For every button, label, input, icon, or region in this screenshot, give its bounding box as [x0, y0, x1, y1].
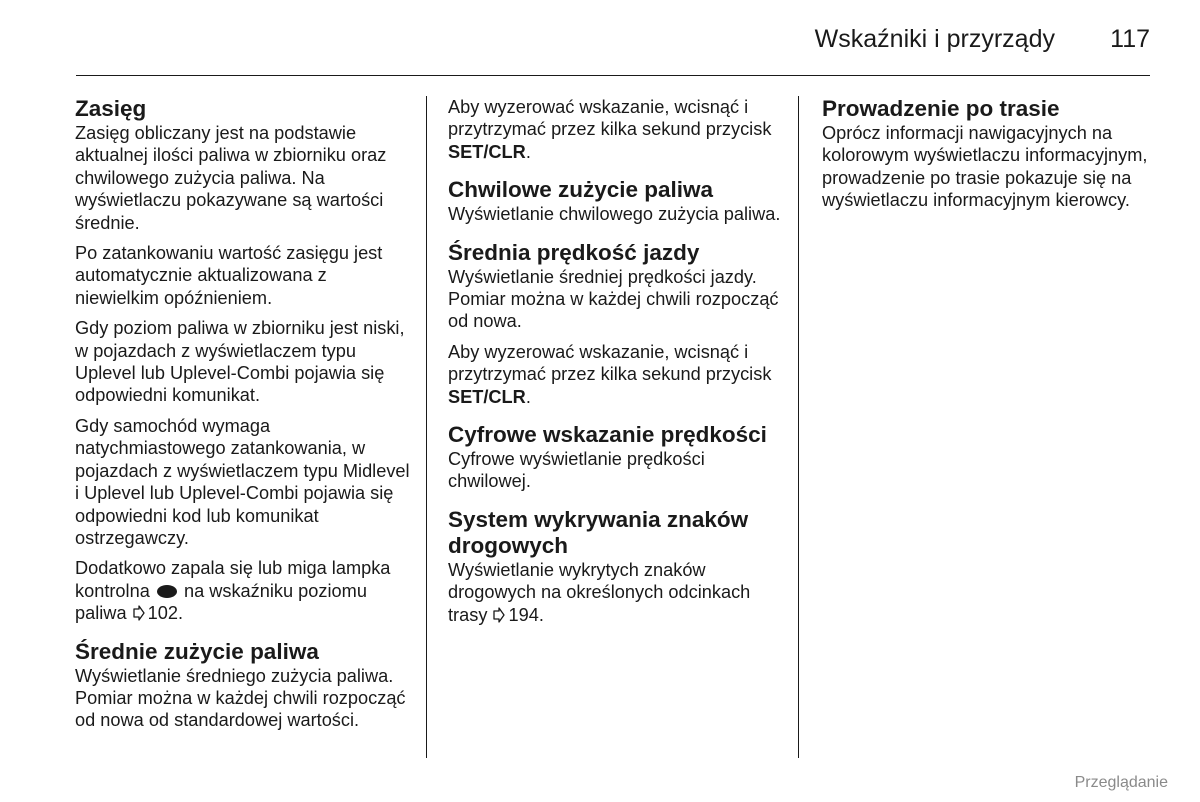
button-name: SET/CLR	[448, 141, 526, 162]
column-middle	[448, 96, 788, 634]
page-reference-arrow-icon	[132, 605, 145, 621]
section-heading-route-guidance: Prowadzenie po trasie	[822, 96, 1060, 121]
paragraph	[448, 559, 788, 626]
paragraph: Po zatankowaniu wartość zasięgu jest automatycznie aktualizowana z niewielkim opóźnieniem.	[75, 243, 383, 308]
footer-label: Przeglądanie	[1074, 774, 1168, 791]
paragraph: Wyświetlanie chwilowego zużycia paliwa.	[448, 204, 781, 225]
paragraph: Gdy samochód wymaga natychmiastowego zatankowania, w pojazdach z wyświetlaczem typu Midlevel i Uplevel lub Uplevel-Combi pojawia się odpowiedni kod lub komunikat ostrzegawczy.	[75, 415, 410, 548]
section-heading-sign-recognition: System wykrywania znaków drogowych	[448, 506, 749, 558]
text: Wyświetlanie wykrytych znaków drogowych na określonych odcinkach trasy	[448, 559, 751, 625]
button-name: SET/CLR	[448, 386, 526, 407]
paragraph: Wyświetlanie średniego zużycia paliwa. Pomiar można w każdej chwili rozpocząć od nowa od standardowej wartości.	[75, 665, 406, 731]
page-number: 117	[1110, 25, 1150, 53]
section-heading-range: Zasięg	[75, 96, 147, 121]
paragraph	[75, 557, 415, 624]
text: Dodatkowo zapala się lub miga lampka kontrolna	[75, 558, 391, 601]
paragraph: Cyfrowe wyświetlanie prędkości chwilowej.	[448, 449, 705, 492]
paragraph: Zasięg obliczany jest na podstawie aktualnej ilości paliwa w zbiorniku oraz chwilowego zużycia paliwa. Na wyświetlaczu pokazywane są wartości średnie.	[75, 123, 387, 233]
page-title: Wskaźniki i przyrządy	[814, 25, 1055, 53]
text: .	[525, 386, 531, 407]
column-right	[822, 96, 1162, 220]
header-divider	[76, 75, 1150, 76]
column-divider	[798, 96, 799, 758]
fuel-warning-lamp-icon	[157, 585, 177, 598]
text: na wskaźniku poziomu paliwa	[75, 580, 367, 624]
column-divider	[426, 96, 427, 758]
paragraph: Gdy poziom paliwa w zbiorniku jest niski, w pojazdach z wyświetlaczem typu Uplevel lub Uplevel-Combi pojawia się odpowiedni komunikat.	[75, 318, 405, 406]
page-reference[interactable]: 102.	[147, 603, 184, 624]
section-heading-digital-speed: Cyfrowe wskazanie prędkości	[448, 422, 767, 448]
paragraph: Wyświetlanie średniej prędkości jazdy. Pomiar można w każdej chwili rozpocząć od nowa.	[448, 266, 779, 332]
paragraph	[448, 96, 788, 163]
section-heading-instant-consumption: Chwilowe zużycie paliwa	[448, 177, 714, 203]
section-heading-avg-consumption: Średnie zużycie paliwa	[75, 638, 319, 664]
column-left	[75, 96, 415, 740]
paragraph: Oprócz informacji nawigacyjnych na kolorowym wyświetlaczu informacyjnym, prowadzenie po trasie pokazuje się na wyświetlaczu informacyjnym kierowcy.	[822, 123, 1148, 211]
section-heading-avg-speed: Średnia prędkość jazdy	[448, 239, 700, 265]
paragraph	[448, 341, 788, 408]
text: .	[525, 141, 531, 162]
page-reference[interactable]: 194.	[508, 604, 544, 625]
text: Aby wyzerować wskazanie, wcisnąć i przytrzymać przez kilka sekund przycisk	[448, 341, 772, 385]
text: Aby wyzerować wskazanie, wcisnąć i przytrzymać przez kilka sekund przycisk	[448, 97, 772, 140]
page-reference-arrow-icon	[492, 607, 505, 623]
